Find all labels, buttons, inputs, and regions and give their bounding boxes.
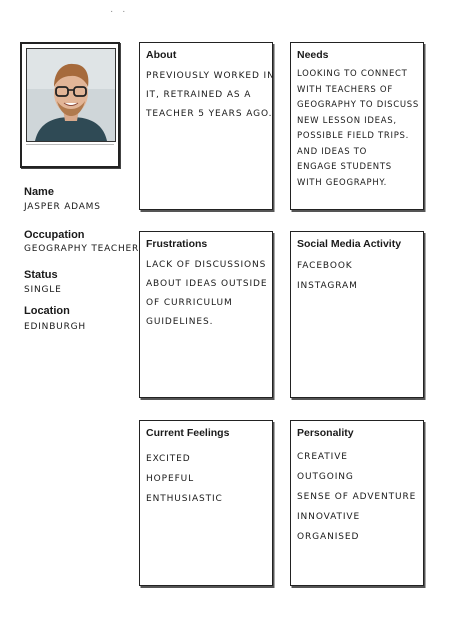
needs-text [297,67,420,191]
personality-item: ORGANISED [297,532,360,542]
needs-line: AND IDEAS TO [297,146,368,157]
needs-line: LOOKING TO CONNECT [297,69,408,79]
frustrations-text [146,256,266,332]
frustrations-line: OF CURRICULUM [146,298,233,308]
feelings-item: HOPEFUL [146,474,195,484]
status-label: Status [24,269,58,281]
personality-list [297,447,417,547]
needs-line: POSSIBLE FIELD TRIPS. [297,131,410,141]
needs-line: ENGAGE STUDENTS [297,162,392,172]
about-title: About [146,49,177,61]
about-line: PREVIOUSLY WORKED IN [146,71,275,81]
person-portrait-icon [27,49,115,141]
needs-line: WITH GEOGRAPHY. [297,177,387,188]
frustrations-line: LACK OF DISCUSSIONS [146,260,267,270]
social-media-item: FACEBOOK [297,261,353,271]
name-value: JASPER ADAMS [24,202,101,212]
personality-item: OUTGOING [297,472,354,482]
profile-photo [26,48,116,142]
needs-title: Needs [297,49,329,61]
about-card [139,42,273,210]
personality-item: INNOVATIVE [297,512,361,522]
feelings-item: ENTHUSIASTIC [146,494,223,504]
feelings-list [146,449,266,509]
location-label: Location [24,305,70,317]
about-line: IT, RETRAINED AS A [146,90,252,100]
needs-line: WITH TEACHERS OF [297,84,393,95]
frustrations-line: GUIDELINES. [146,317,214,327]
personality-title: Personality [297,427,354,439]
occupation-label: Occupation [24,229,85,241]
about-text [146,67,275,124]
needs-card [290,42,424,210]
status-value: SINGLE [24,285,62,295]
decorative-mark: · · [110,6,129,17]
feelings-title: Current Feelings [146,427,230,439]
frustrations-line: ABOUT IDEAS OUTSIDE [146,279,268,289]
frustrations-card [139,231,273,398]
frustrations-title: Frustrations [146,238,208,250]
personality-item: CREATIVE [297,452,348,462]
name-label: Name [24,186,54,198]
personality-item: SENSE OF ADVENTURE [297,492,417,502]
needs-line: NEW LESSON IDEAS, [297,115,397,126]
about-line: TEACHER 5 YEARS AGO. [146,109,273,119]
social-media-card [290,231,424,398]
feelings-item: EXCITED [146,454,191,464]
location-value: EDINBURGH [24,322,86,332]
social-media-list [297,256,417,296]
feelings-card [139,420,273,586]
social-media-title: Social Media Activity [297,238,402,250]
profile-photo-frame [20,42,120,168]
social-media-item: INSTAGRAM [297,281,358,291]
occupation-value: GEOGRAPHY TEACHER [24,244,140,254]
needs-line: GEOGRAPHY TO DISCUSS [297,100,420,110]
photo-caption-area [26,144,114,163]
personality-card [290,420,424,586]
